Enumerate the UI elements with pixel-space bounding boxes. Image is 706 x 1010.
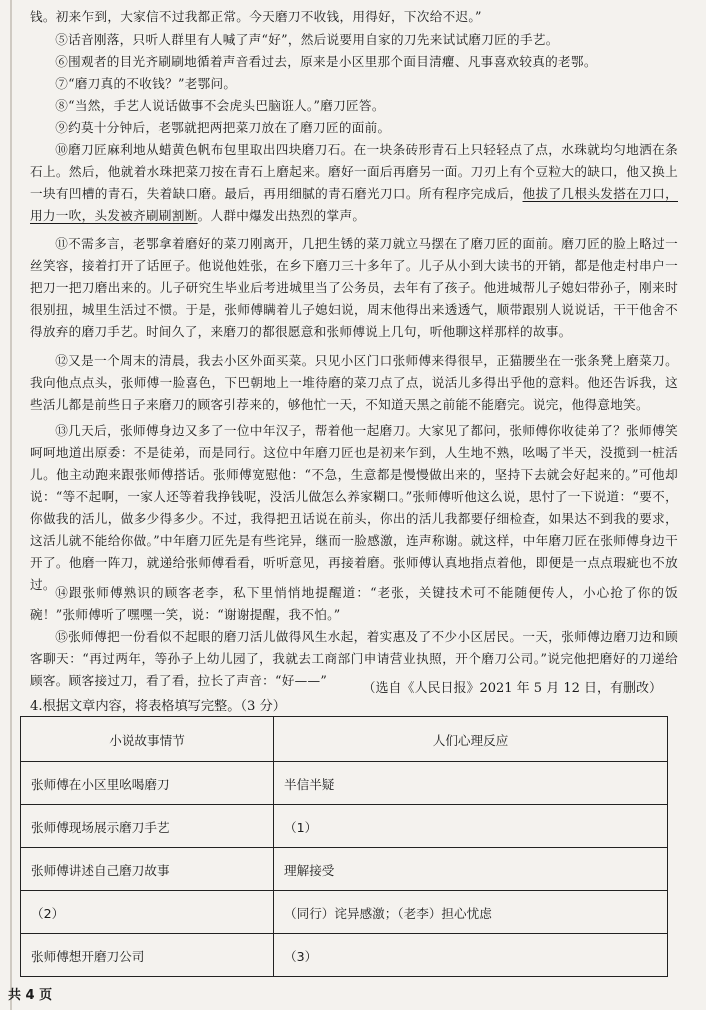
paragraph-5: ⑤话音刚落，只听人群里有人喊了声“好”，然后说要用自家的刀先来试试磨刀匠的手艺。 — [55, 32, 559, 47]
reaction-cell: 理解接受 — [274, 848, 668, 891]
reaction-cell: （同行）诧异感激；（老李）担心忧虑 — [274, 891, 668, 934]
paragraph-6: ⑥围观者的目光齐刷刷地循着声音看过去，原来是小区里那个面目清癯、凡事喜欢较真的老鄂。 — [55, 54, 597, 69]
paragraph-10-end: 。人群中爆发出热烈的掌声。 — [197, 208, 366, 223]
answer-blank-1[interactable]: （1） — [274, 805, 668, 848]
paragraph-9: ⑨约莫十分钟后，老鄂就把两把菜刀放在了磨刀匠的面前。 — [55, 120, 391, 135]
paragraph-7: ⑦“磨刀真的不收钱？”老鄂问。 — [55, 76, 237, 91]
paragraph-8: ⑧“当然，手艺人说话做事不会虎头巴脑诳人。”磨刀匠答。 — [55, 98, 385, 113]
table-row — [21, 934, 668, 977]
header-plot: 小说故事情节 — [21, 717, 274, 762]
page-count-footer: 共 4 页 — [8, 988, 53, 1003]
answer-blank-2[interactable]: （2） — [21, 891, 274, 934]
reaction-cell: 半信半疑 — [274, 762, 668, 805]
table-row — [21, 762, 668, 805]
table-header-row — [21, 717, 668, 762]
paragraph-14: ⑭跟张师傅熟识的顾客老李，私下里悄悄地提醒道：“老张，关键技术可不能随便传人，小心抢了你的饭碗！”张师傅听了嘿嘿一笑，说：“谢谢提醒，我不怕。” — [30, 585, 678, 622]
answer-blank-3[interactable]: （3） — [274, 934, 668, 977]
question-4: 4.根据文章内容，将表格填写完整。（3 分） — [30, 699, 286, 714]
source-citation: （选自《人民日报》2021 年 5 月 12 日，有删改） — [362, 681, 662, 696]
table-row — [21, 848, 668, 891]
paragraph-15: ⑮张师傅把一份看似不起眼的磨刀活儿做得风生水起，着实惠及了不少小区居民。一天，张师傅边磨刀边和顾客聊天：“再过两年，等孙子上幼儿园了，我就去工商部门申请营业执照，开个磨刀公司。”说完他把磨好的刀递给顾客。顾客接过刀，看了看，拉长了声音：“好——” — [30, 629, 678, 688]
plot-cell: 张师傅讲述自己磨刀故事 — [21, 848, 274, 891]
plot-cell: 张师傅想开磨刀公司 — [21, 934, 274, 977]
paragraph-4-end: 钱。初来乍到，大家信不过我都正常。今天磨刀不收钱，用得好，下次给不迟。” — [30, 9, 482, 24]
plot-cell: 张师傅现场展示磨刀手艺 — [21, 805, 274, 848]
paragraph-10-start: ⑩磨刀匠麻利地从蜡黄色帆布包里取出四块磨刀石。在一块条砖形青石上只轻轻点了点，水珠就均匀地洒在条石上。然后，他就着水珠把菜刀按在青石上磨起来。磨好一面后再磨另一面。刀刃上有个豆粒大的缺口，他又换上一块有凹槽的青石，失着缺口磨。最后，再用细腻的青石磨光刀口。所有程序完成后， — [30, 142, 678, 201]
paragraph-10 — [30, 139, 678, 227]
answer-table — [20, 716, 668, 977]
paragraph-12: ⑫又是一个周末的清晨，我去小区外面买菜。只见小区门口张师傅来得很早，正猫腰坐在一张条凳上磨菜刀。我向他点点头，张师傅一脸喜色，下巴朝地上一堆待磨的菜刀点了点，说活儿多得出乎他的意料。他还告诉我，这些活儿都是前些日子来磨刀的顾客引荐来的，够他忙一天，不知道天黑之前能不能磨完。说完，他得意地笑。 — [30, 353, 678, 412]
table-row — [21, 891, 668, 934]
plot-cell: 张师傅在小区里吆喝磨刀 — [21, 762, 274, 805]
table-row — [21, 805, 668, 848]
header-reaction: 人们心理反应 — [274, 717, 668, 762]
page-edge-shadow — [10, 0, 12, 1010]
paragraph-13: ⑬几天后，张师傅身边又多了一位中年汉子，帮着他一起磨刀。大家见了都问，张师傅你收徒弟了？张师傅笑呵呵地道出原委：不是徒弟，而是同行。这位中年磨刀匠也是初来乍到，人生地不熟，吆喝了半天，没揽到一桩活儿。他主动跑来跟张师傅搭话。张师傅宽慰他：“不急，生意都是慢慢做出来的，坚持下去就会好起来的。”可他却说：“等不起啊，一家人还等着我挣钱呢，没活儿做怎么养家糊口。”张师傅听他这么说，思忖了一下说道：“要不，你做我的活儿，做多少得多少。不过，我得把丑话说在前头，你出的活儿我都要仔细检查，如果达不到我的要求，这活儿就不能给你做。”中年磨刀匠先是有些诧异，继而一脸感激，连声称谢。就这样，中年磨刀匠在张师傅身边干开了。他磨一阵刀，就递给张师傅看看，听听意见，再接着磨。张师傅认真地指点着他，即便是一点点瑕疵也不放过。 — [30, 423, 678, 592]
underlined-sentence: 他拔了几根头发搭在刀口，用力一吹，头发被齐刷刷割断 — [30, 186, 678, 223]
paragraph-11: ⑪不需多言，老鄂拿着磨好的菜刀刚离开，几把生锈的菜刀就立马摆在了磨刀匠的面前。磨刀匠的脸上略过一丝笑容，接着打开了话匣子。他说他姓张，在乡下磨刀三十多年了。儿子从小到大读书的开销，都是他走村串户一把刀一把刀磨出来的。儿子研究生毕业后考进城里当了公务员，去年有了孩子。他进城帮儿子媳妇带孙子，刚来时很别扭，城里生活过不惯。于是，张师傅瞒着儿子媳妇说，周末他得出来透透气，顺带跟别人说说话，干干他舍不得放弃的磨刀手艺。时间久了，来磨刀的都很愿意和张师傅说上几句，听他聊这样那样的故事。 — [30, 236, 678, 339]
